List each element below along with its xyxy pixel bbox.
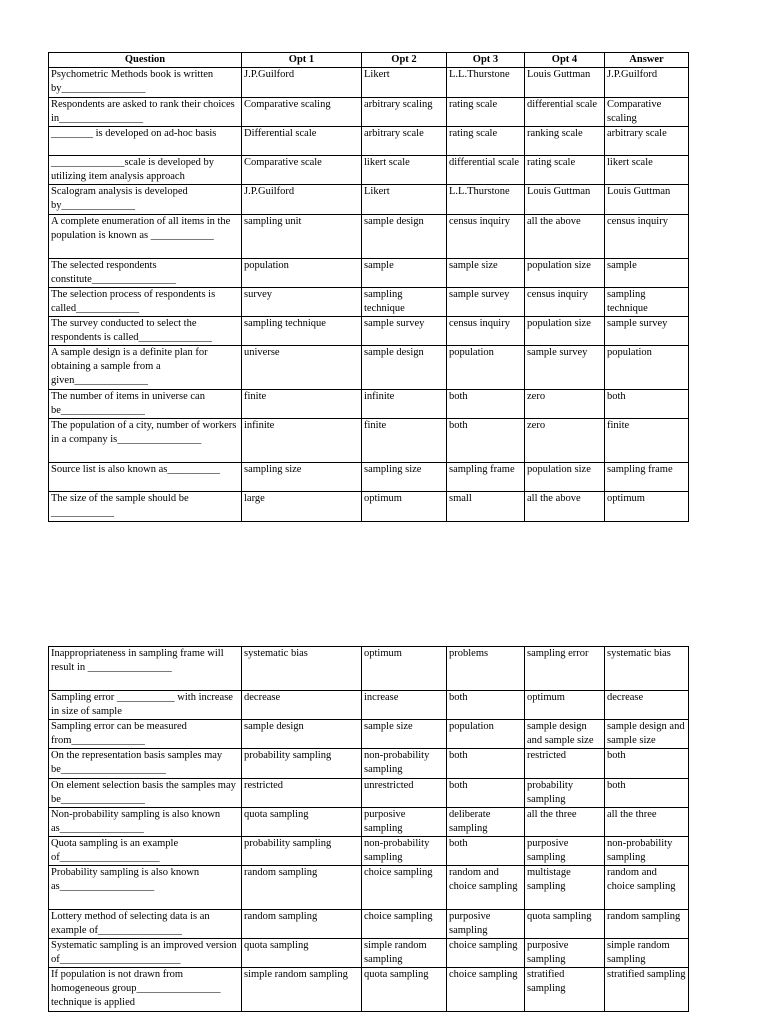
option-4-cell: probability sampling	[525, 779, 605, 808]
table-row	[49, 492, 689, 522]
option-1-cell: universe	[242, 346, 362, 390]
question-cell: Sampling error can be measured from______________	[49, 720, 242, 749]
option-2-cell: purposive sampling	[362, 808, 447, 837]
option-2-cell: unrestricted	[362, 779, 447, 808]
option-1-cell: sampling technique	[242, 317, 362, 346]
option-3-cell: both	[447, 419, 525, 463]
option-4-cell: population size	[525, 259, 605, 288]
option-1-cell: simple random sampling	[242, 968, 362, 1012]
table-row	[49, 749, 689, 779]
option-4-cell: restricted	[525, 749, 605, 779]
option-1-cell: sample design	[242, 720, 362, 749]
column-header-1: Question	[49, 53, 242, 68]
option-2-cell: sample	[362, 259, 447, 288]
answer-cell: both	[605, 749, 689, 779]
option-3-cell: L.L.Thurstone	[447, 68, 525, 98]
option-3-cell: problems	[447, 647, 525, 691]
question-cell: Inappropriateness in sampling frame will result in ________________	[49, 647, 242, 691]
option-4-cell: population size	[525, 317, 605, 346]
table-row	[49, 837, 689, 866]
option-3-cell: rating scale	[447, 127, 525, 156]
option-3-cell: small	[447, 492, 525, 522]
question-cell: Respondents are asked to rank their choices in________________	[49, 98, 242, 127]
table-row	[49, 68, 689, 98]
answer-cell: J.P.Guilford	[605, 68, 689, 98]
option-2-cell: arbitrary scale	[362, 127, 447, 156]
option-3-cell: census inquiry	[447, 215, 525, 259]
table-row	[49, 346, 689, 390]
option-4-cell: census inquiry	[525, 288, 605, 317]
question-cell: A complete enumeration of all items in the population is known as ____________	[49, 215, 242, 259]
option-1-cell: J.P.Guilford	[242, 185, 362, 215]
option-4-cell: optimum	[525, 691, 605, 720]
question-cell: The survey conducted to select the respondents is called______________	[49, 317, 242, 346]
option-4-cell: Louis Guttman	[525, 68, 605, 98]
table-row	[49, 808, 689, 837]
column-header-6: Answer	[605, 53, 689, 68]
option-1-cell: systematic bias	[242, 647, 362, 691]
question-cell: Systematic sampling is an improved version of_______________________	[49, 939, 242, 968]
option-1-cell: J.P.Guilford	[242, 68, 362, 98]
option-3-cell: census inquiry	[447, 317, 525, 346]
answer-cell: likert scale	[605, 156, 689, 185]
option-1-cell: quota sampling	[242, 939, 362, 968]
question-table-1	[48, 52, 689, 522]
option-2-cell: likert scale	[362, 156, 447, 185]
option-3-cell: both	[447, 779, 525, 808]
table-row	[49, 691, 689, 720]
option-2-cell: non-probability sampling	[362, 749, 447, 779]
option-3-cell: purposive sampling	[447, 910, 525, 939]
option-1-cell: restricted	[242, 779, 362, 808]
question-cell: On element selection basis the samples may be________________	[49, 779, 242, 808]
column-header-5: Opt 4	[525, 53, 605, 68]
question-cell: The population of a city, number of workers in a company is________________	[49, 419, 242, 463]
question-cell: ________ is developed on ad-hoc basis	[49, 127, 242, 156]
option-4-cell: sample survey	[525, 346, 605, 390]
answer-cell: sample	[605, 259, 689, 288]
option-3-cell: rating scale	[447, 98, 525, 127]
question-cell: If population is not drawn from homogeneous group________________ technique is applied	[49, 968, 242, 1012]
option-2-cell: infinite	[362, 390, 447, 419]
option-4-cell: ranking scale	[525, 127, 605, 156]
option-1-cell: Comparative scaling	[242, 98, 362, 127]
option-2-cell: sampling technique	[362, 288, 447, 317]
option-3-cell: deliberate sampling	[447, 808, 525, 837]
option-2-cell: Likert	[362, 185, 447, 215]
option-2-cell: arbitrary scaling	[362, 98, 447, 127]
answer-cell: stratified sampling	[605, 968, 689, 1012]
option-4-cell: zero	[525, 419, 605, 463]
table-row	[49, 185, 689, 215]
table-row	[49, 98, 689, 127]
question-cell: The size of the sample should be ____________	[49, 492, 242, 522]
answer-cell: random sampling	[605, 910, 689, 939]
answer-cell: population	[605, 346, 689, 390]
table-row	[49, 463, 689, 492]
answer-cell: sampling technique	[605, 288, 689, 317]
option-3-cell: choice sampling	[447, 968, 525, 1012]
option-1-cell: Differential scale	[242, 127, 362, 156]
option-2-cell: sample size	[362, 720, 447, 749]
table-row	[49, 317, 689, 346]
option-4-cell: sample design and sample size	[525, 720, 605, 749]
option-2-cell: non-probability sampling	[362, 837, 447, 866]
answer-cell: both	[605, 779, 689, 808]
answer-cell: decrease	[605, 691, 689, 720]
option-4-cell: purposive sampling	[525, 939, 605, 968]
option-4-cell: all the above	[525, 492, 605, 522]
answer-cell: sample survey	[605, 317, 689, 346]
option-3-cell: sample size	[447, 259, 525, 288]
answer-cell: Comparative scaling	[605, 98, 689, 127]
option-4-cell: zero	[525, 390, 605, 419]
column-header-2: Opt 1	[242, 53, 362, 68]
answer-cell: finite	[605, 419, 689, 463]
table-row	[49, 288, 689, 317]
option-1-cell: decrease	[242, 691, 362, 720]
table-row	[49, 156, 689, 185]
option-4-cell: stratified sampling	[525, 968, 605, 1012]
table-row	[49, 720, 689, 749]
option-4-cell: all the above	[525, 215, 605, 259]
option-3-cell: choice sampling	[447, 939, 525, 968]
option-4-cell: rating scale	[525, 156, 605, 185]
option-4-cell: quota sampling	[525, 910, 605, 939]
option-4-cell: purposive sampling	[525, 837, 605, 866]
option-2-cell: sample design	[362, 346, 447, 390]
option-4-cell: all the three	[525, 808, 605, 837]
option-1-cell: random sampling	[242, 910, 362, 939]
option-1-cell: quota sampling	[242, 808, 362, 837]
option-1-cell: population	[242, 259, 362, 288]
header-row	[49, 53, 689, 68]
option-3-cell: sampling frame	[447, 463, 525, 492]
option-2-cell: Likert	[362, 68, 447, 98]
table-row	[49, 939, 689, 968]
question-cell: Sampling error ___________ with increase in size of sample	[49, 691, 242, 720]
table-row	[49, 647, 689, 691]
option-2-cell: sample design	[362, 215, 447, 259]
question-cell: Scalogram analysis is developed by______________	[49, 185, 242, 215]
option-1-cell: random sampling	[242, 866, 362, 910]
option-3-cell: both	[447, 749, 525, 779]
option-4-cell: differential scale	[525, 98, 605, 127]
table-row	[49, 215, 689, 259]
table-row	[49, 259, 689, 288]
question-cell: Lottery method of selecting data is an example of________________	[49, 910, 242, 939]
question-cell: Non-probability sampling is also known as________________	[49, 808, 242, 837]
question-table-2	[48, 646, 689, 1012]
option-4-cell: multistage sampling	[525, 866, 605, 910]
option-2-cell: optimum	[362, 647, 447, 691]
option-2-cell: sampling size	[362, 463, 447, 492]
answer-cell: census inquiry	[605, 215, 689, 259]
question-cell: Psychometric Methods book is written by________________	[49, 68, 242, 98]
option-4-cell: population size	[525, 463, 605, 492]
option-3-cell: both	[447, 390, 525, 419]
option-2-cell: simple random sampling	[362, 939, 447, 968]
option-3-cell: both	[447, 691, 525, 720]
option-1-cell: finite	[242, 390, 362, 419]
question-cell: The selection process of respondents is called____________	[49, 288, 242, 317]
answer-cell: non-probability sampling	[605, 837, 689, 866]
table-row	[49, 390, 689, 419]
question-cell: Quota sampling is an example of___________________	[49, 837, 242, 866]
option-4-cell: sampling error	[525, 647, 605, 691]
option-3-cell: both	[447, 837, 525, 866]
option-3-cell: population	[447, 720, 525, 749]
answer-cell: sampling frame	[605, 463, 689, 492]
answer-cell: systematic bias	[605, 647, 689, 691]
option-3-cell: sample survey	[447, 288, 525, 317]
option-1-cell: survey	[242, 288, 362, 317]
answer-cell: both	[605, 390, 689, 419]
answer-cell: arbitrary scale	[605, 127, 689, 156]
answer-cell: random and choice sampling	[605, 866, 689, 910]
option-1-cell: infinite	[242, 419, 362, 463]
question-cell: On the representation basis samples may be____________________	[49, 749, 242, 779]
table-row	[49, 127, 689, 156]
question-cell: ______________scale is developed by utilizing item analysis approach	[49, 156, 242, 185]
option-1-cell: large	[242, 492, 362, 522]
answer-cell: simple random sampling	[605, 939, 689, 968]
option-2-cell: choice sampling	[362, 866, 447, 910]
option-2-cell: increase	[362, 691, 447, 720]
table-row	[49, 968, 689, 1012]
option-4-cell: Louis Guttman	[525, 185, 605, 215]
table-row	[49, 866, 689, 910]
question-cell: A sample design is a definite plan for obtaining a sample from a given______________	[49, 346, 242, 390]
column-header-4: Opt 3	[447, 53, 525, 68]
table-row	[49, 779, 689, 808]
answer-cell: sample design and sample size	[605, 720, 689, 749]
question-cell: Source list is also known as__________	[49, 463, 242, 492]
option-1-cell: Comparative scale	[242, 156, 362, 185]
option-1-cell: probability sampling	[242, 749, 362, 779]
table-row	[49, 419, 689, 463]
option-1-cell: sampling size	[242, 463, 362, 492]
option-2-cell: quota sampling	[362, 968, 447, 1012]
table-row	[49, 910, 689, 939]
question-cell: The selected respondents constitute________________	[49, 259, 242, 288]
option-2-cell: finite	[362, 419, 447, 463]
column-header-3: Opt 2	[362, 53, 447, 68]
option-2-cell: choice sampling	[362, 910, 447, 939]
question-cell: The number of items in universe can be________________	[49, 390, 242, 419]
option-3-cell: population	[447, 346, 525, 390]
option-2-cell: sample survey	[362, 317, 447, 346]
answer-cell: Louis Guttman	[605, 185, 689, 215]
option-3-cell: differential scale	[447, 156, 525, 185]
answer-cell: all the three	[605, 808, 689, 837]
question-cell: Probability sampling is also known as__________________	[49, 866, 242, 910]
option-3-cell: L.L.Thurstone	[447, 185, 525, 215]
option-1-cell: sampling unit	[242, 215, 362, 259]
option-2-cell: optimum	[362, 492, 447, 522]
option-1-cell: probability sampling	[242, 837, 362, 866]
option-3-cell: random and choice sampling	[447, 866, 525, 910]
answer-cell: optimum	[605, 492, 689, 522]
